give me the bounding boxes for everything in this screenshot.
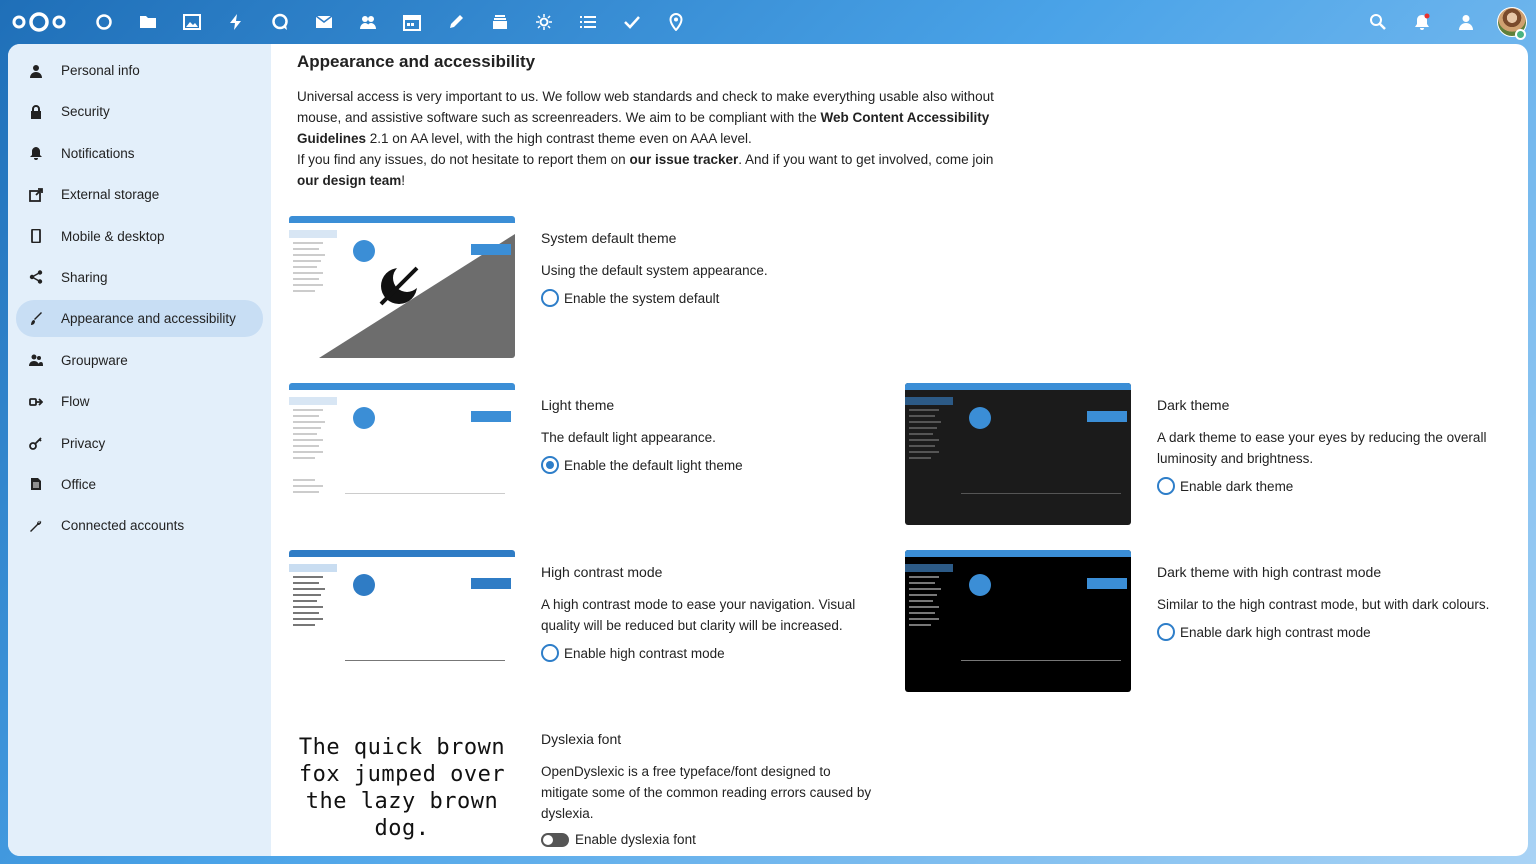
files-icon[interactable] — [126, 0, 170, 44]
theme-preview-dark-high-contrast — [905, 550, 1131, 692]
sidebar-item-label: Groupware — [61, 352, 128, 368]
sidebar-item-privacy[interactable] — [16, 425, 263, 462]
search-icon[interactable] — [1356, 0, 1400, 44]
sidebar-item-external-storage[interactable] — [16, 176, 263, 213]
theme-system-default — [289, 216, 881, 358]
theme-light — [289, 383, 881, 525]
system-default-radio[interactable] — [541, 289, 559, 307]
sidebar-item-mobile-desktop[interactable] — [16, 218, 263, 255]
sidebar-item-sharing[interactable] — [16, 259, 263, 296]
enable-dark-theme-option[interactable] — [1157, 477, 1497, 495]
theme-name: Dark theme — [1157, 397, 1230, 413]
theme-name: Light theme — [541, 397, 615, 413]
sidebar-item-label: Security — [61, 104, 110, 120]
high-contrast-radio[interactable] — [541, 644, 559, 662]
group-icon — [28, 352, 44, 368]
theme-info-dark-high-contrast — [1157, 550, 1497, 692]
share-icon — [28, 269, 44, 285]
enable-dyslexia-font-option[interactable] — [541, 832, 881, 847]
sidebar-item-groupware[interactable] — [16, 342, 263, 379]
option-label: Enable the default light theme — [564, 457, 743, 473]
app-menu — [82, 0, 698, 44]
system-preview-image — [289, 216, 515, 358]
sidebar-item-flow[interactable] — [16, 383, 263, 420]
intro-text — [297, 86, 1007, 191]
theme-name: Dyslexia font — [541, 731, 622, 747]
top-bar — [0, 0, 1536, 44]
dyslexia-sample-text: The quick brown fox jumped over the lazy brown dog. — [298, 735, 506, 841]
option-label: Enable high contrast mode — [564, 645, 725, 661]
option-label: Enable dark theme — [1180, 478, 1294, 494]
theme-info-dark — [1157, 383, 1497, 525]
theme-description: A dark theme to ease your eyes by reducing the overall luminosity and brightness. — [1157, 430, 1487, 466]
theme-description: OpenDyslexic is a free typeface/font designed to mitigate some of the common reading errors caused by dyslexia. — [541, 764, 872, 821]
wcag-link[interactable]: Web Content Accessibility Guidelines — [297, 110, 990, 146]
lock-icon — [28, 104, 44, 120]
intro-text-part: If you find any issues, do not hesitate to report them on — [297, 152, 630, 167]
enable-light-theme-option[interactable] — [541, 456, 881, 474]
high-contrast-preview-image — [289, 550, 515, 692]
key-icon — [28, 435, 44, 451]
person-icon — [28, 63, 44, 79]
activity-icon[interactable] — [214, 0, 258, 44]
theme-description: The default light appearance. — [541, 430, 716, 445]
dark-high-contrast-radio[interactable] — [1157, 623, 1175, 641]
sidebar-item-label: Privacy — [61, 435, 106, 451]
theme-preview-light — [289, 383, 515, 525]
design-team-link[interactable]: our design team — [297, 173, 402, 188]
phone-icon — [28, 228, 44, 244]
enable-dark-high-contrast-option[interactable] — [1157, 623, 1497, 641]
sidebar-item-label: Notifications — [61, 145, 135, 161]
enable-high-contrast-option[interactable] — [541, 644, 881, 662]
contacts-icon[interactable] — [346, 0, 390, 44]
document-icon — [28, 476, 44, 492]
dark-preview-image — [905, 383, 1131, 525]
notifications-icon[interactable] — [1400, 0, 1444, 44]
flow-icon — [28, 394, 44, 410]
theme-preview-high-contrast — [289, 550, 515, 692]
notes-icon[interactable] — [434, 0, 478, 44]
theme-info-high-contrast — [541, 550, 881, 692]
light-preview-image — [289, 383, 515, 525]
calendar-icon[interactable] — [390, 0, 434, 44]
theme-info-light — [541, 383, 881, 525]
sidebar-item-label: External storage — [61, 187, 160, 203]
theme-name: High contrast mode — [541, 564, 663, 580]
contacts-menu-icon[interactable] — [1444, 0, 1488, 44]
issue-tracker-link[interactable]: our issue tracker — [629, 152, 739, 167]
paintbrush-icon — [28, 311, 44, 327]
main-window — [8, 44, 1528, 856]
maps-icon[interactable] — [654, 0, 698, 44]
theme-high-contrast — [289, 550, 881, 692]
theme-description: A high contrast mode to ease your navigation. Visual quality will be reduced but clarity will be increased. — [541, 597, 856, 633]
theme-description: Using the default system appearance. — [541, 263, 768, 278]
theme-info-system — [541, 216, 881, 358]
page-title: Appearance and accessibility — [297, 52, 536, 71]
weather-icon[interactable] — [522, 0, 566, 44]
sidebar-item-appearance[interactable] — [16, 300, 263, 337]
sidebar-item-label: Sharing — [61, 269, 108, 285]
tasks-check-icon[interactable] — [610, 0, 654, 44]
sidebar-item-label: Personal info — [61, 63, 140, 78]
option-label: Enable dark high contrast mode — [1180, 624, 1371, 640]
photos-icon[interactable] — [170, 0, 214, 44]
user-avatar[interactable] — [1488, 0, 1536, 44]
top-right-icons — [1356, 0, 1536, 44]
theme-info-dyslexia — [541, 717, 881, 856]
sidebar-item-label: Flow — [61, 394, 90, 410]
theme-preview-dark — [905, 383, 1131, 525]
theme-preview-system — [289, 216, 515, 358]
online-status-icon — [1515, 29, 1526, 40]
intro-text-part: Universal access is very important to us. We follow web standards and check to make everything usable also without mouse, and assistive software such as screenreaders. We aim to be compliant with the — [297, 89, 994, 125]
enable-system-default-option[interactable] — [541, 289, 881, 307]
theme-dark — [905, 383, 1497, 525]
sidebar-item-office[interactable] — [16, 466, 263, 503]
nextcloud-logo-icon[interactable] — [10, 0, 70, 44]
sidebar-item-label: Appearance and accessibility — [61, 311, 236, 327]
deck-icon[interactable] — [478, 0, 522, 44]
dyslexia-font-preview — [289, 717, 515, 856]
appearance-settings — [271, 44, 1528, 856]
theme-dyslexia-font — [289, 717, 881, 856]
theme-name: System default theme — [541, 230, 677, 246]
option-label: Enable dyslexia font — [575, 832, 696, 847]
theme-dark-high-contrast — [905, 550, 1497, 692]
intro-text-part: 2.1 on AA level, with the high contrast theme even on AAA level. — [366, 131, 752, 146]
intro-text-part: ! — [401, 173, 406, 188]
wrench-icon — [28, 518, 44, 534]
mail-icon[interactable] — [302, 0, 346, 44]
talk-icon[interactable] — [258, 0, 302, 44]
external-icon — [28, 187, 44, 203]
sidebar-item-security[interactable] — [16, 93, 263, 130]
bell-icon — [28, 145, 44, 161]
theme-name: Dark theme with high contrast mode — [1157, 564, 1382, 580]
light-theme-radio[interactable] — [541, 456, 559, 474]
sidebar-item-label: Mobile & desktop — [61, 228, 165, 244]
dashboard-icon[interactable] — [82, 0, 126, 44]
sidebar-item-label: Connected accounts — [61, 518, 185, 534]
intro-text-part: . And if you want to get involved, come join — [738, 152, 994, 167]
dark-theme-radio[interactable] — [1157, 477, 1175, 495]
theme-description: Similar to the high contrast mode, but with dark colours. — [1157, 597, 1490, 612]
option-label: Enable the system default — [564, 290, 720, 306]
dyslexia-font-toggle[interactable] — [541, 833, 569, 847]
sidebar-item-label: Office — [61, 476, 97, 492]
sidebar-item-connected-accounts[interactable] — [16, 507, 263, 544]
settings-sidebar — [8, 44, 271, 856]
sidebar-item-personal-info[interactable] — [16, 52, 263, 89]
tasks-list-icon[interactable] — [566, 0, 610, 44]
dark-high-contrast-preview-image — [905, 550, 1131, 692]
sidebar-item-notifications[interactable] — [16, 135, 263, 172]
